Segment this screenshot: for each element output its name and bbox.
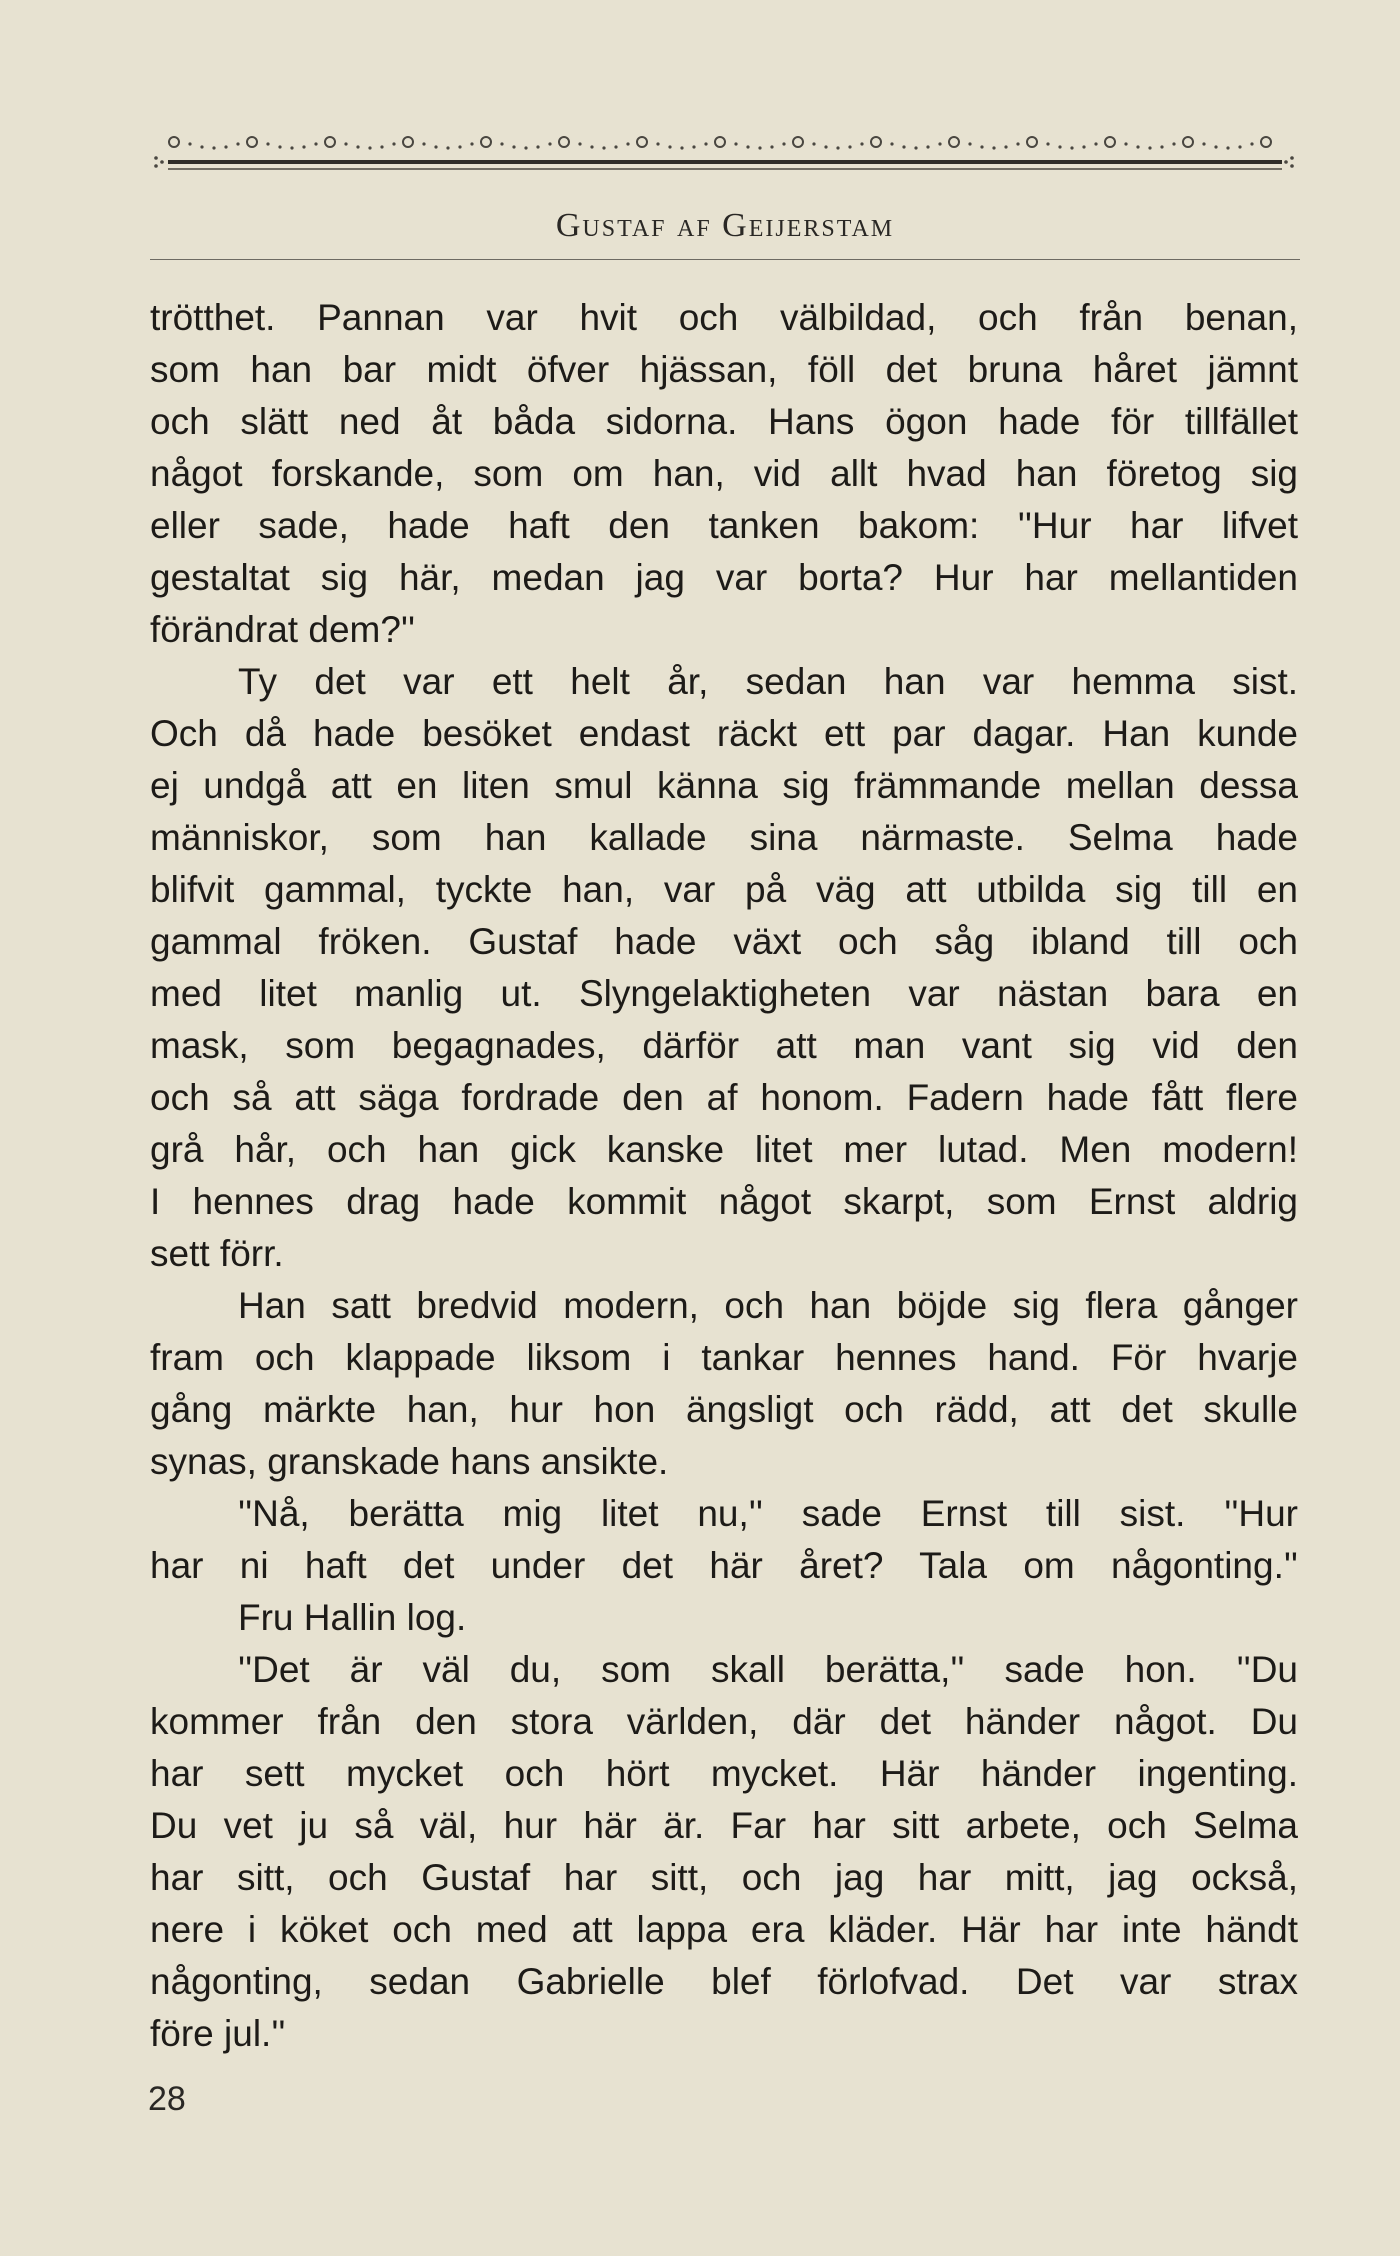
text-line: I hennes drag hade kommit något skarpt, som Ernst aldrig xyxy=(150,1181,1298,1222)
ornamental-border xyxy=(150,122,1300,192)
text-line: blifvit gammal, tyckte han, var på väg att utbilda sig till en xyxy=(150,869,1298,910)
text-line: Fru Hallin log. xyxy=(238,1597,467,1638)
text-line: människor, som han kallade sina närmaste. Selma hade xyxy=(150,817,1298,858)
text-line: eller sade, hade haft den tanken bakom: ''Hur har lifvet xyxy=(150,505,1298,546)
text-line: synas, granskade hans ansikte. xyxy=(150,1441,669,1482)
text-line: nere i köket och med att lappa era kläder. Här har inte händt xyxy=(150,1909,1298,1950)
header-rule xyxy=(150,259,1300,260)
text-line: gammal fröken. Gustaf hade växt och såg ibland till och xyxy=(150,921,1298,962)
text-line: kommer från den stora världen, där det händer något. Du xyxy=(150,1701,1298,1742)
text-line: något forskande, som om han, vid allt hvad han företog sig xyxy=(150,453,1298,494)
text-line: och slätt ned åt båda sidorna. Hans ögon hade för tillfället xyxy=(150,401,1298,442)
text-line: har ni haft det under det här året? Tala om någonting.'' xyxy=(150,1545,1298,1586)
running-header: Gustaf af Geijerstam xyxy=(555,207,895,244)
text-line: har sett mycket och hört mycket. Här händer ingenting. xyxy=(150,1753,1298,1794)
text-line: före jul.'' xyxy=(150,2013,286,2054)
text-line: grå hår, och han gick kanske litet mer lutad. Men modern! xyxy=(150,1129,1298,1170)
text-line: Ty det var ett helt år, sedan han var hemma sist. xyxy=(238,661,1298,702)
text-line: ''Nå, berätta mig litet nu,'' sade Ernst till sist. ''Hur xyxy=(238,1493,1298,1534)
body-text xyxy=(150,292,1298,2060)
text-line: sett förr. xyxy=(150,1233,284,1274)
text-line: ej undgå att en liten smul känna sig främmande mellan dessa xyxy=(150,765,1298,806)
text-line: trötthet. Pannan var hvit och välbildad, och från benan, xyxy=(150,297,1298,338)
text-line: mask, som begagnades, därför att man vant sig vid den xyxy=(150,1025,1298,1066)
text-line: ''Det är väl du, som skall berätta,'' sade hon. ''Du xyxy=(238,1649,1298,1690)
text-line: Och då hade besöket endast räckt ett par dagar. Han kunde xyxy=(150,713,1298,754)
text-line: förändrat dem?'' xyxy=(150,609,416,650)
text-line: någonting, sedan Gabrielle blef förlofvad. Det var strax xyxy=(150,1961,1298,2002)
text-line: gång märkte han, hur hon ängsligt och rädd, att det skulle xyxy=(150,1389,1298,1430)
text-line: har sitt, och Gustaf har sitt, och jag har mitt, jag också, xyxy=(150,1857,1298,1898)
text-line: fram och klappade liksom i tankar hennes hand. För hvarje xyxy=(150,1337,1298,1378)
text-line: med litet manlig ut. Slyngelaktigheten var nästan bara en xyxy=(150,973,1298,1014)
text-line: gestaltat sig här, medan jag var borta? Hur har mellantiden xyxy=(150,557,1298,598)
text-line: Du vet ju så väl, hur här är. Far har sitt arbete, och Selma xyxy=(150,1805,1298,1846)
text-line: och så att säga fordrade den af honom. Fadern hade fått flere xyxy=(150,1077,1298,1118)
page-number: 28 xyxy=(148,2080,186,2118)
text-line: som han bar midt öfver hjässan, föll det bruna håret jämnt xyxy=(150,349,1298,390)
text-line: Han satt bredvid modern, och han böjde sig flera gånger xyxy=(238,1285,1298,1326)
